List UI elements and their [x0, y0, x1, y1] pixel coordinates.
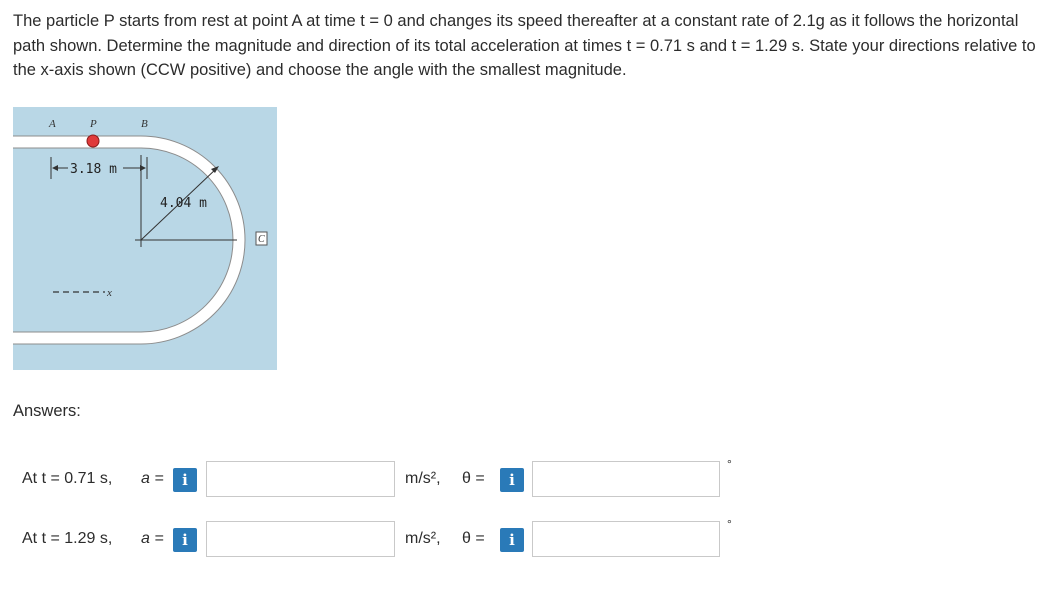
angle-input[interactable]	[532, 521, 720, 557]
acceleration-input[interactable]	[206, 521, 395, 557]
theta-label: θ =	[462, 530, 485, 547]
label-a: A	[49, 118, 56, 130]
problem-statement: The particle P starts from rest at point A at time t = 0 and changes its speed thereafter at a constant rate of 2.1g as it follows the horizontal path shown. Determine the magnitude and direction of its total acceleration at times t = 0.71 s and t = 1.29 s. State your directions relative to the x-axis shown (CCW positive) and choose the angle with the smallest magnitude.	[13, 12, 1036, 79]
dim-radius: 4.04 m	[160, 196, 207, 211]
time-label: At t = 1.29 s,	[22, 530, 113, 547]
label-c: C	[258, 234, 265, 245]
answer-row-2	[22, 517, 1042, 559]
unit-label: m/s²,	[405, 530, 441, 547]
theta-label: θ =	[462, 470, 485, 487]
degree-symbol: °	[727, 517, 732, 531]
path-figure	[13, 107, 277, 370]
info-icon[interactable]: i	[173, 528, 197, 552]
label-x: x	[107, 287, 112, 299]
time-label: At t = 0.71 s,	[22, 470, 113, 487]
info-icon[interactable]: i	[500, 528, 524, 552]
a-label: a =	[141, 470, 164, 487]
acceleration-input[interactable]	[206, 461, 395, 497]
unit-label: m/s²,	[405, 470, 441, 487]
info-icon[interactable]: i	[173, 468, 197, 492]
label-b: B	[141, 118, 148, 130]
answer-row-1	[22, 457, 1042, 499]
particle-p	[87, 135, 99, 147]
answers-label: Answers:	[13, 402, 81, 420]
dim-straight: 3.18 m	[70, 162, 117, 177]
a-label: a =	[141, 530, 164, 547]
info-icon[interactable]: i	[500, 468, 524, 492]
label-p: P	[90, 118, 97, 130]
angle-input[interactable]	[532, 461, 720, 497]
degree-symbol: °	[727, 457, 732, 471]
